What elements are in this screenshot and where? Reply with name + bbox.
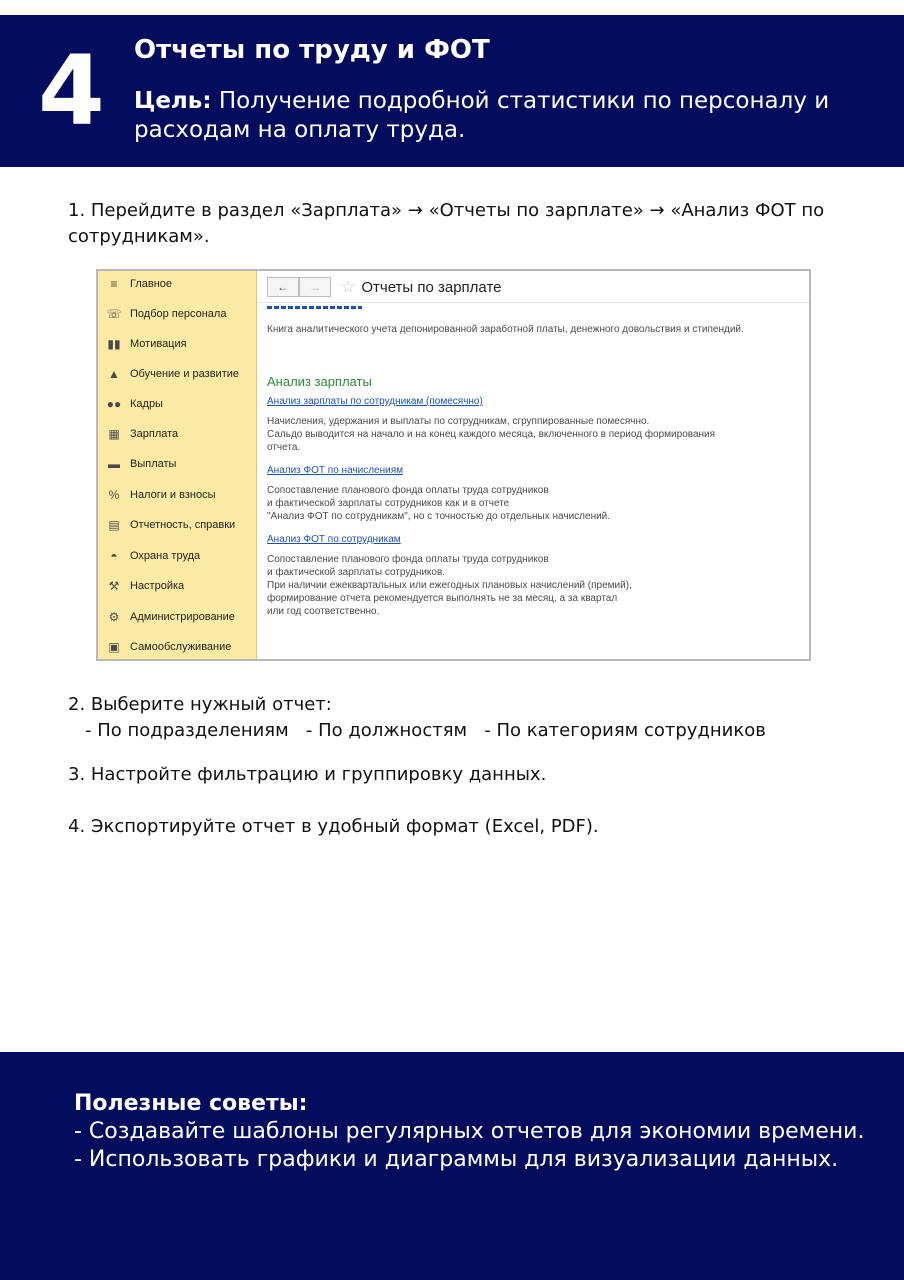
card-icon: ▬ (108, 457, 120, 471)
report-description-line: и фактической зарплаты сотрудников. (267, 567, 446, 578)
sidebar-item-reporting[interactable] (98, 510, 256, 540)
arrow-left-icon: ← (277, 280, 289, 294)
wrench-icon: ⚒ (108, 579, 120, 593)
sidebar-item-label: Выплаты (130, 458, 177, 470)
book-description: Книга аналитического учета депонированной заработной платы, денежного довольствия и стипендий. (267, 324, 744, 335)
section-number: 4 (38, 35, 105, 147)
sidebar-item-label: Зарплата (130, 428, 179, 440)
goal-text (134, 87, 874, 145)
step-1: 1. Перейдите в раздел «Зарплата» → «Отчеты по зарплате» → «Анализ ФОТ по сотрудникам». (68, 200, 825, 247)
step-2-text: 2. Выберите нужный отчет: (68, 694, 332, 715)
people-icon: ▮▮ (107, 337, 121, 351)
sidebar-item-label: Налоги и взносы (130, 489, 216, 501)
sidebar-item-label: Кадры (130, 398, 163, 410)
report-description-line: и фактической зарплаты сотрудников как и в отчете (267, 498, 510, 509)
sidebar-item-label: Обучение и развитие (130, 368, 240, 380)
tip-item: - Использовать графики и диаграммы для визуализации данных. (74, 1147, 839, 1172)
helmet-icon: ◓ (110, 549, 118, 563)
tips-banner (0, 1052, 904, 1280)
sidebar-item-label: Самообслуживание (130, 641, 232, 653)
sidebar-item-label: Администрирование (130, 611, 235, 623)
headset-icon: ☏ (106, 307, 122, 321)
sidebar-item-salary[interactable] (98, 419, 256, 449)
step-4: 4. Экспортируйте отчет в удобный формат (Excel, PDF). (68, 816, 599, 837)
sidebar-item-label: Настройка (130, 580, 185, 592)
sidebar-item-label: Охрана труда (130, 550, 201, 562)
app-screenshot (96, 269, 811, 661)
truncated-link (267, 306, 362, 309)
report-link-fot-employees[interactable]: Анализ ФОТ по сотрудникам (267, 534, 401, 545)
report-description-line: Сопоставление планового фонда оплаты труда сотрудников (267, 554, 549, 565)
sidebar-item-selfservice[interactable] (98, 632, 256, 661)
sidebar-item-label: Мотивация (130, 338, 187, 350)
report-description-line: Начисления, удержания и выплаты по сотрудникам, сгруппированные помесячно. (267, 416, 650, 427)
calculator-icon: ▦ (108, 427, 120, 441)
divider (257, 302, 809, 303)
sidebar-item-training[interactable] (98, 359, 256, 389)
percent-icon: % (108, 488, 120, 502)
star-icon[interactable]: ☆ (341, 279, 356, 296)
report-link-fot-accruals[interactable]: Анализ ФОТ по начислениям (267, 465, 404, 476)
sidebar-item-hr[interactable] (98, 389, 256, 419)
sidebar-item-motivation[interactable] (98, 329, 256, 359)
section-heading: Анализ зарплаты (267, 374, 372, 389)
report-description-line: Сальдо выводится на начало и на конец каждого месяца, включенного в период формирования (267, 429, 716, 440)
report-description-line: или год соответственно. (267, 606, 380, 617)
menu-icon: ≡ (110, 277, 118, 291)
sidebar-item-label: Отчетность, справки (130, 519, 236, 531)
sidebar-item-settings[interactable] (98, 571, 256, 601)
back-button[interactable] (267, 277, 299, 297)
sidebar-item-admin[interactable] (98, 602, 256, 632)
step-2-options: - По подразделениям - По должностям - По категориям сотрудников (85, 720, 766, 741)
sidebar-item-main[interactable] (98, 269, 256, 299)
report-description-line: При наличии ежеквартальных или ежегодных плановых начислений (премий), (267, 580, 632, 591)
report-link-salary-monthly[interactable]: Анализ зарплаты по сотрудникам (помесячно) (267, 396, 483, 407)
report-description-line: отчета. (267, 442, 301, 453)
sidebar-item-taxes[interactable] (98, 480, 256, 510)
sidebar-item-label: Подбор персонала (130, 308, 227, 320)
sidebar-item-recruitment[interactable] (98, 299, 256, 329)
tips-block (74, 1090, 884, 1174)
sidebar-item-payments[interactable] (98, 449, 256, 479)
documents-icon: ▤ (108, 518, 120, 532)
step-3: 3. Настройте фильтрацию и группировку данных. (68, 764, 547, 785)
report-description-line: Сопоставление планового фонда оплаты труда сотрудников (267, 485, 549, 496)
tips-title: Полезные советы: (74, 1091, 308, 1116)
gear-icon: ⚙ (108, 610, 120, 624)
form-title: Отчеты по зарплате (361, 278, 502, 296)
report-description-line: "Анализ ФОТ по сотрудникам", но с точностью до отдельных начислений. (267, 511, 611, 522)
graduation-cap-icon: ▲ (108, 367, 120, 381)
goal-description: Получение подробной статистики по персоналу и расходам на оплату труда. (134, 88, 830, 143)
nav-bar (267, 277, 502, 297)
header-banner (0, 15, 904, 167)
step-2 (68, 692, 868, 744)
sidebar-item-label: Главное (130, 278, 173, 290)
report-description-line: формирование отчета рекомендуется выполнять не за месяц, а за квартал (267, 593, 618, 604)
arrow-right-icon: → (309, 280, 321, 294)
sidebar-item-safety[interactable] (98, 541, 256, 571)
content-area (257, 271, 809, 659)
staff-icon: ●● (106, 397, 122, 411)
goal-label: Цель: (134, 88, 212, 114)
section-title: Отчеты по труду и ФОТ (134, 35, 490, 65)
sidebar (98, 271, 257, 659)
forward-button[interactable] (299, 277, 331, 297)
tip-item: - Создавайте шаблоны регулярных отчетов для экономии времени. (74, 1119, 865, 1144)
id-card-icon: ▣ (108, 640, 120, 654)
